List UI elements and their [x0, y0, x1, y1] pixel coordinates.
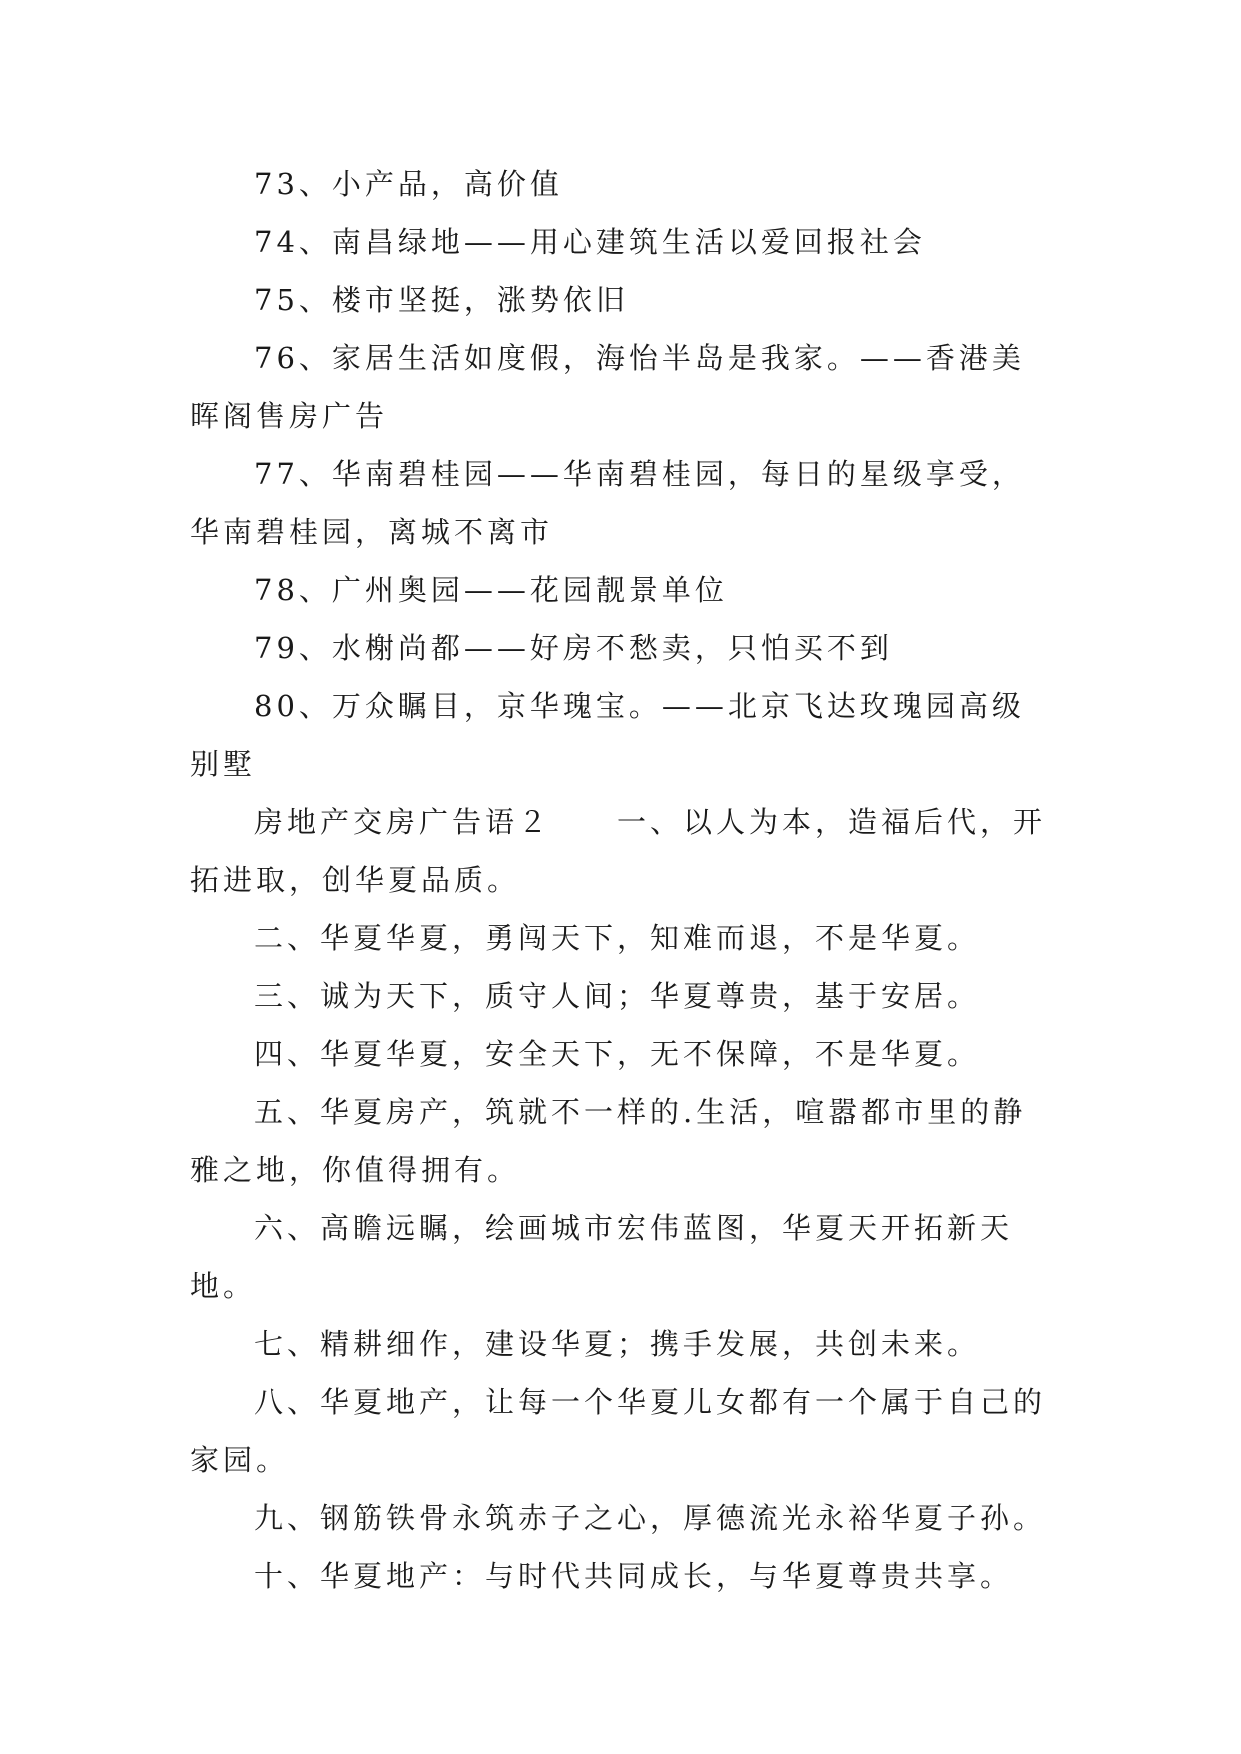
paragraph-2: 二、华夏华夏，勇闯天下，知难而退，不是华夏。 — [254, 921, 981, 955]
paragraph-78: 78、广州奥园——花园靓景单位 — [254, 573, 728, 607]
paragraph-80: 80、万众瞩目，京华瑰宝。——北京飞达玫瑰园高级别墅 — [190, 689, 1025, 781]
paragraph-6: 六、高瞻远瞩，绘画城市宏伟蓝图，华夏天开拓新天地。 — [190, 1211, 1014, 1303]
paragraph-73: 73、小产品，高价值 — [254, 167, 563, 201]
paragraph-79: 79、水榭尚都——好房不愁卖，只怕买不到 — [254, 631, 893, 665]
paragraph-75: 75、楼市坚挺，涨势依旧 — [254, 283, 629, 317]
section-heading-paragraph: 房地产交房广告语２ 一、以人为本，造福后代，开拓进取，创华夏品质。 — [190, 805, 1047, 897]
paragraph-74: 74、南昌绿地——用心建筑生活以爱回报社会 — [254, 225, 926, 259]
paragraph-5: 五、华夏房产，筑就不一样的.生活，喧嚣都市里的静雅之地，你值得拥有。 — [190, 1095, 1027, 1187]
paragraph-77: 77、华南碧桂园——华南碧桂园，每日的星级享受，华南碧桂园，离城不离市 — [190, 457, 1025, 549]
paragraph-8: 八、华夏地产，让每一个华夏儿女都有一个属于自己的家园。 — [190, 1385, 1047, 1477]
document-body — [190, 155, 1052, 1605]
paragraph-9: 九、钢筋铁骨永筑赤子之心，厚德流光永裕华夏子孙。 — [254, 1501, 1047, 1535]
paragraph-7: 七、精耕细作，建设华夏；携手发展，共创未来。 — [254, 1327, 981, 1361]
paragraph-4: 四、华夏华夏，安全天下，无不保障，不是华夏。 — [254, 1037, 981, 1071]
paragraph-10: 十、华夏地产：与时代共同成长，与华夏尊贵共享。 — [254, 1559, 1014, 1593]
paragraph-76: 76、家居生活如度假，海怡半岛是我家。——香港美晖阁售房广告 — [190, 341, 1025, 433]
paragraph-3: 三、诚为天下，质守人间；华夏尊贵，基于安居。 — [254, 979, 981, 1013]
